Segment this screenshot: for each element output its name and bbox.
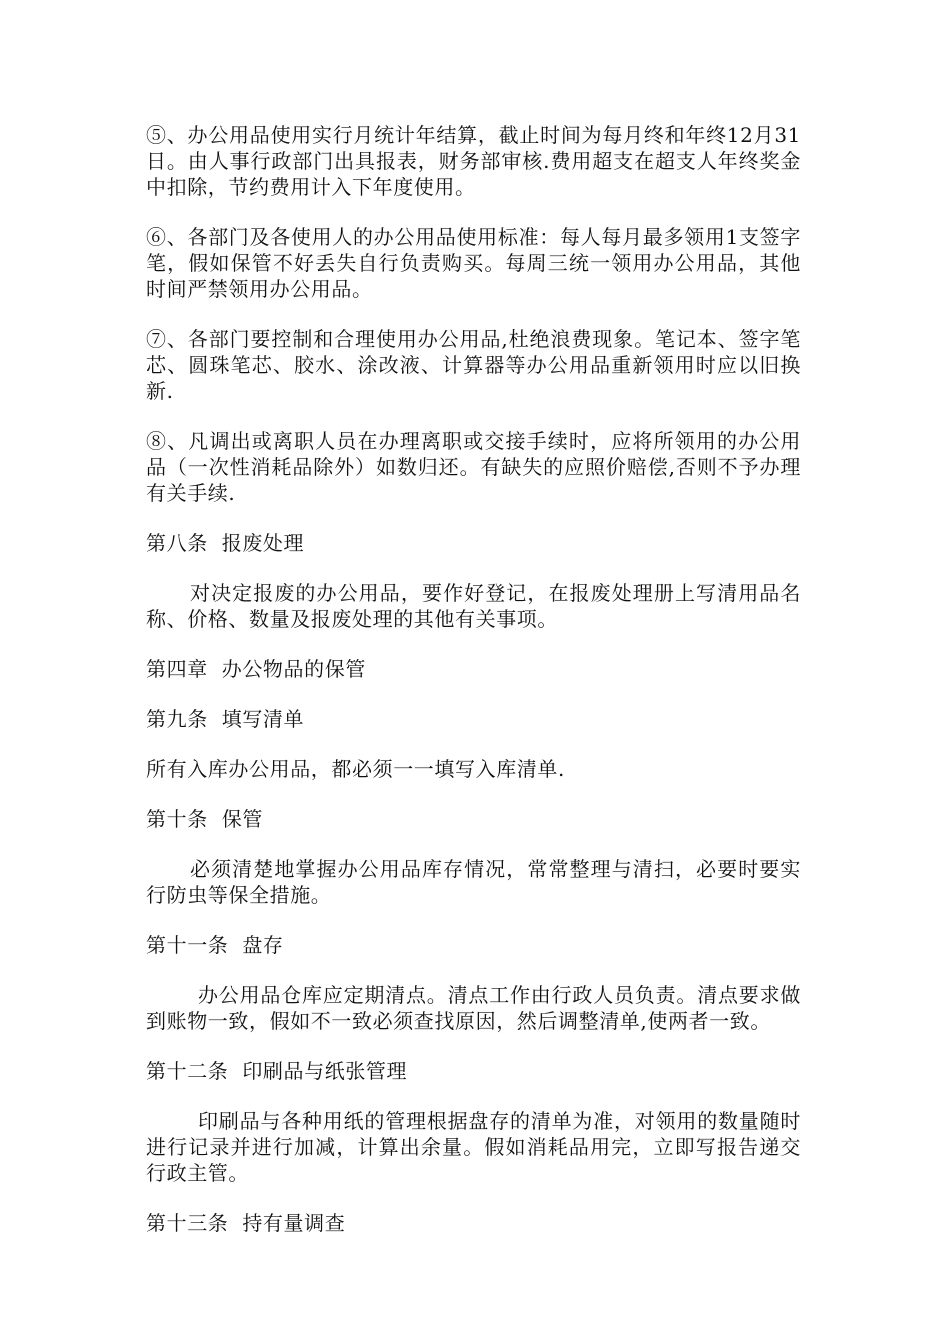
article-10-heading: 第十条 保管 xyxy=(146,807,263,831)
document-body xyxy=(146,122,801,1260)
article-11-paragraph: 办公用品仓库应定期清点。清点工作由行政人员负责。清点要求做到账物一致，假如不一致必须查找原因，然后调整清单,使两者一致。 xyxy=(146,983,801,1033)
chapter-4-heading: 第四章 办公物品的保管 xyxy=(146,657,366,681)
clause-7-paragraph: ⑦、各部门要控制和合理使用办公用品,杜绝浪费现象。笔记本、签字笔芯、圆珠笔芯、胶水、涂改液、计算器等办公用品重新领用时应以旧换新. xyxy=(146,327,801,403)
article-8-paragraph: 对决定报废的办公用品，要作好登记，在报废处理册上写清用品名称、价格、数量及报废处理的其他有关事项。 xyxy=(146,581,801,631)
article-9-heading: 第九条 填写清单 xyxy=(146,707,305,731)
article-13-heading: 第十三条 持有量调查 xyxy=(146,1211,346,1235)
article-12-heading: 第十二条 印刷品与纸张管理 xyxy=(146,1059,408,1083)
article-10-paragraph: 必须清楚地掌握办公用品库存情况，常常整理与清扫，必要时要实行防虫等保全措施。 xyxy=(146,857,801,907)
article-12-paragraph: 印刷品与各种用纸的管理根据盘存的清单为准，对领用的数量随时进行记录并进行加减，计算出余量。假如消耗品用完，立即写报告递交行政主管。 xyxy=(146,1109,801,1185)
clause-5-paragraph: ⑤、办公用品使用实行月统计年结算，截止时间为每月终和年终12月31日。由人事行政部门出具报表，财务部审核.费用超支在超支人年终奖金中扣除，节约费用计入下年度使用。 xyxy=(146,123,801,199)
clause-8-paragraph: ⑧、凡调出或离职人员在办理离职或交接手续时，应将所领用的办公用品（一次性消耗品除外）如数归还。有缺失的应照价赔偿,否则不予办理有关手续. xyxy=(146,429,801,505)
article-11-heading: 第十一条 盘存 xyxy=(146,933,284,957)
clause-6-paragraph: ⑥、各部门及各使用人的办公用品使用标准：每人每月最多领用1支签字笔，假如保管不好丢失自行负责购买。每周三统一领用办公用品，其他时间严禁领用办公用品。 xyxy=(146,225,801,301)
article-8-heading: 第八条 报废处理 xyxy=(146,531,305,555)
article-9-paragraph: 所有入库办公用品，都必须一一填写入库清单. xyxy=(146,757,565,781)
